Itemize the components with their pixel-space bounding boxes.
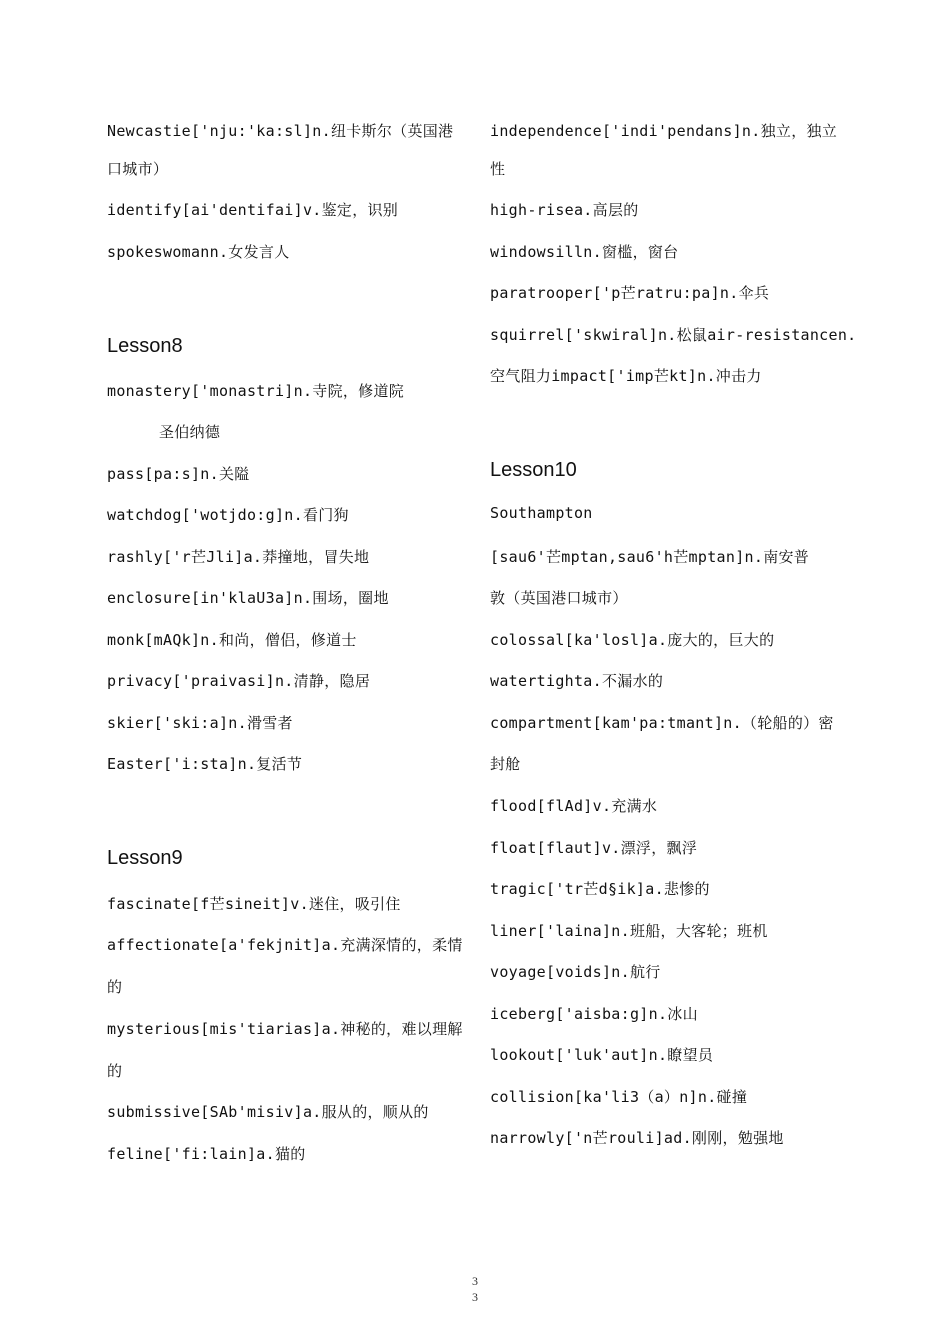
entry-collision: collision[ka'li3（a）n]n.碰撞 xyxy=(490,1088,748,1106)
entry-pass: pass[pa:s]n.关隘 xyxy=(107,465,250,483)
entry-tragic: tragic['tr芒d§ik]a.悲惨的 xyxy=(490,880,710,898)
entry-lookout: lookout['luk'aut]n.瞭望员 xyxy=(490,1046,714,1064)
entry-watchdog: watchdog['wotjdo:g]n.看门狗 xyxy=(107,506,349,524)
entry-fascinate: fascinate[f芒sineit]v.迷住，吸引住 xyxy=(107,895,401,913)
entry-skier: skier['ski:a]n.滑雪者 xyxy=(107,714,293,732)
page-number: 3 xyxy=(472,1274,478,1288)
entry-southampton: Southampton xyxy=(490,504,593,522)
entry-squirrel: squirrel['skwiral]n.松鼠air-resistancen. xyxy=(490,326,857,344)
entry-feline: feline['fi:lain]a.猫的 xyxy=(107,1145,306,1163)
lesson8-heading: Lesson8 xyxy=(107,335,183,357)
entry-high-rise: high-risea.高层的 xyxy=(490,201,639,219)
entry-newcastle-cont: 口城市） xyxy=(107,160,169,178)
entry-southampton-pron: [sau6'芒mptan,sau6'h芒mptan]n.南安普 xyxy=(490,548,810,566)
entry-paratrooper: paratrooper['p芒ratru:pa]n.伞兵 xyxy=(490,284,770,302)
entry-rashly: rashly['r芒Jli]a.莽撞地，冒失地 xyxy=(107,548,370,566)
entry-liner: liner['laina]n.班船，大客轮；班机 xyxy=(490,922,768,940)
entry-easter: Easter['i:sta]n.复活节 xyxy=(107,755,303,773)
page-number-repeat: 3 xyxy=(472,1290,478,1304)
entry-identify: identify[ai'dentifai]v.鉴定，识别 xyxy=(107,201,399,219)
entry-monastery: monastery['monastri]n.寺院，修道院 xyxy=(107,382,405,400)
lesson9-heading: Lesson9 xyxy=(107,847,183,869)
entry-mysterious-cont: 的 xyxy=(107,1062,123,1080)
entry-independence: independence['indi'pendans]n.独立，独立 xyxy=(490,122,838,140)
entry-monk: monk[mAQk]n.和尚，僧侣，修道士 xyxy=(107,631,357,649)
entry-compartment: compartment[kam'pa:tmant]n.（轮船的）密 xyxy=(490,714,834,732)
entry-privacy: privacy['praivasi]n.清静，隐居 xyxy=(107,672,371,690)
entry-narrowly: narrowly['n芒rouli]ad.刚刚，勉强地 xyxy=(490,1129,784,1147)
entry-spokeswoman: spokeswomann.女发言人 xyxy=(107,243,290,261)
entry-enclosure: enclosure[in'klaU3a]n.围场，圈地 xyxy=(107,589,389,607)
entry-affectionate-cont: 的 xyxy=(107,978,123,996)
entry-compartment-cont: 封舱 xyxy=(490,755,521,773)
entry-iceberg: iceberg['aisba:g]n.冰山 xyxy=(490,1005,698,1023)
entry-windowsill: windowsilln.窗槛，窗台 xyxy=(490,243,679,261)
entry-st-bernard: 圣伯纳德 xyxy=(159,423,221,441)
lesson10-heading: Lesson10 xyxy=(490,459,577,481)
entry-colossal: colossal[ka'losl]a.庞大的，巨大的 xyxy=(490,631,775,649)
entry-voyage: voyage[voids]n.航行 xyxy=(490,963,661,981)
entry-independence-cont: 性 xyxy=(490,160,506,178)
entry-submissive: submissive[SAb'misiv]a.服从的，顺从的 xyxy=(107,1103,429,1121)
entry-affectionate: affectionate[a'fekjnit]a.充满深情的，柔情 xyxy=(107,936,463,954)
entry-float: float[flaut]v.漂浮，飘浮 xyxy=(490,839,698,857)
entry-newcastle: Newcastie['nju:'ka:sl]n.纽卡斯尔（英国港 xyxy=(107,122,454,140)
entry-southampton-cont: 敦（英国港口城市） xyxy=(490,589,628,607)
entry-flood: flood[flAd]v.充满水 xyxy=(490,797,658,815)
entry-watertight: watertighta.不漏水的 xyxy=(490,672,664,690)
entry-mysterious: mysterious[mis'tiarias]a.神秘的，难以理解 xyxy=(107,1020,463,1038)
entry-impact: 空气阻力impact['imp芒kt]n.冲击力 xyxy=(490,367,762,385)
